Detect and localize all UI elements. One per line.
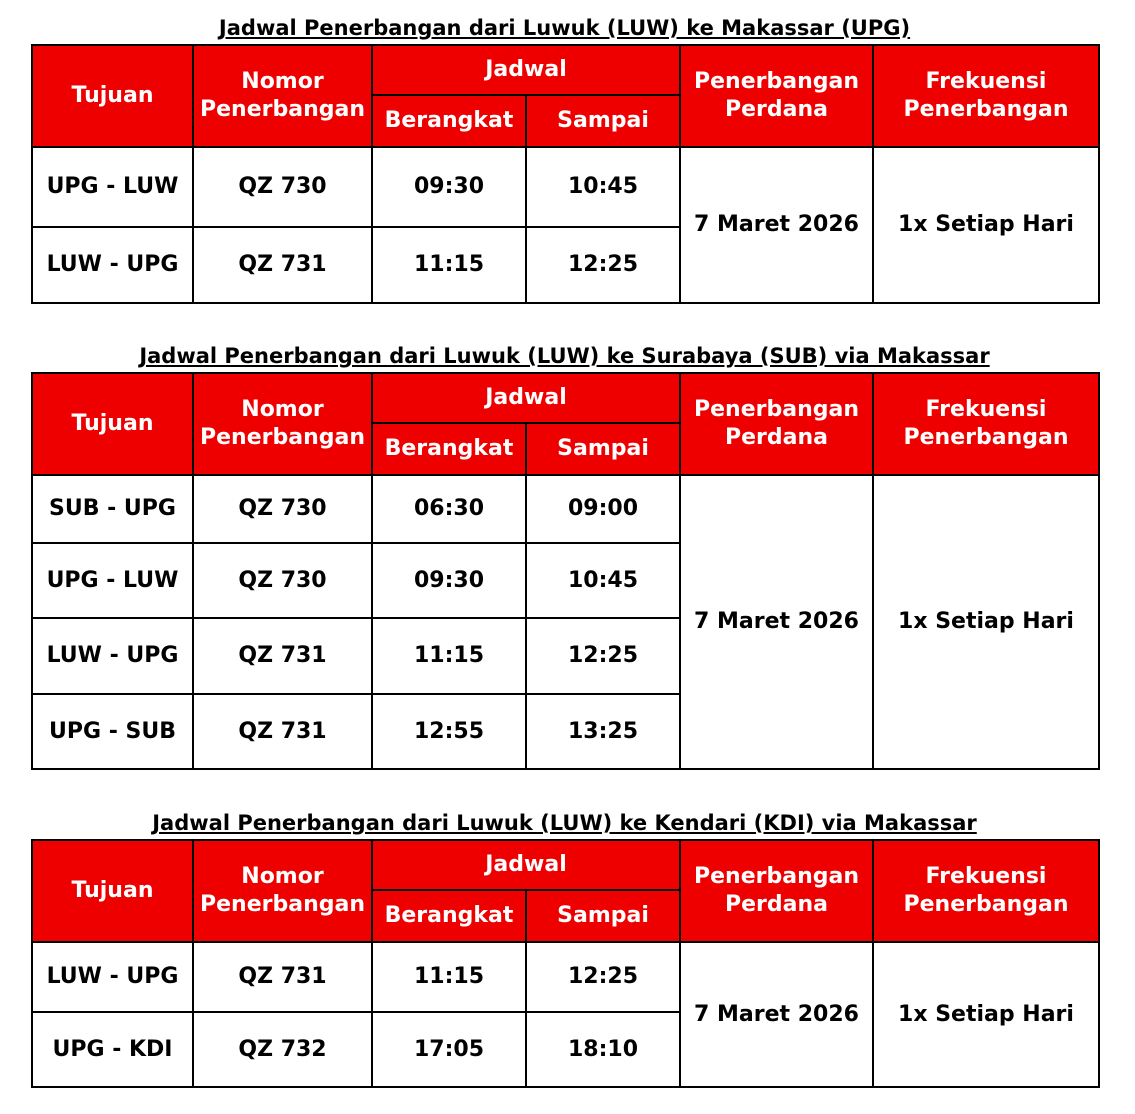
header-sampai: Sampai — [526, 890, 680, 942]
frequency-cell: 1x Setiap Hari — [873, 475, 1099, 769]
flight-number-cell: QZ 730 — [193, 475, 372, 543]
route-cell: UPG - SUB — [32, 694, 193, 769]
route-cell: LUW - UPG — [32, 942, 193, 1012]
flight-number-cell: QZ 731 — [193, 618, 372, 694]
schedule-section-luw-sub — [31, 342, 1098, 776]
header-frekuensi: Frekuensi Penerbangan — [873, 840, 1099, 942]
frequency-cell: 1x Setiap Hari — [873, 942, 1099, 1087]
flight-number-cell: QZ 732 — [193, 1012, 372, 1087]
header-nomor-penerbangan: Nomor Penerbangan — [193, 45, 372, 147]
flight-number-cell: QZ 731 — [193, 942, 372, 1012]
section-title: Jadwal Penerbangan dari Luwuk (LUW) ke Surabaya (SUB) via Makassar — [139, 344, 990, 368]
header-penerbangan-perdana: Penerbangan Perdana — [680, 45, 873, 147]
schedule-table — [31, 372, 1100, 770]
arrive-time-cell: 12:25 — [526, 942, 680, 1012]
route-cell: SUB - UPG — [32, 475, 193, 543]
header-jadwal: Jadwal — [372, 840, 680, 890]
header-berangkat: Berangkat — [372, 95, 526, 147]
schedule-table — [31, 44, 1100, 304]
flight-number-cell: QZ 731 — [193, 694, 372, 769]
schedule-table — [31, 839, 1100, 1088]
route-cell: LUW - UPG — [32, 618, 193, 694]
route-cell: LUW - UPG — [32, 227, 193, 303]
arrive-time-cell: 10:45 — [526, 543, 680, 618]
table-row — [32, 475, 1099, 543]
header-tujuan: Tujuan — [32, 45, 193, 147]
frequency-cell: 1x Setiap Hari — [873, 147, 1099, 303]
header-sampai: Sampai — [526, 95, 680, 147]
arrive-time-cell: 09:00 — [526, 475, 680, 543]
depart-time-cell: 06:30 — [372, 475, 526, 543]
depart-time-cell: 12:55 — [372, 694, 526, 769]
first-flight-cell: 7 Maret 2026 — [680, 475, 873, 769]
header-berangkat: Berangkat — [372, 890, 526, 942]
depart-time-cell: 09:30 — [372, 543, 526, 618]
header-tujuan: Tujuan — [32, 840, 193, 942]
header-frekuensi: Frekuensi Penerbangan — [873, 45, 1099, 147]
header-nomor-penerbangan: Nomor Penerbangan — [193, 373, 372, 475]
flight-number-cell: QZ 731 — [193, 227, 372, 303]
header-jadwal: Jadwal — [372, 45, 680, 95]
section-title: Jadwal Penerbangan dari Luwuk (LUW) ke Makassar (UPG) — [218, 16, 911, 40]
flight-number-cell: QZ 730 — [193, 147, 372, 227]
header-penerbangan-perdana: Penerbangan Perdana — [680, 373, 873, 475]
route-cell: UPG - KDI — [32, 1012, 193, 1087]
arrive-time-cell: 10:45 — [526, 147, 680, 227]
arrive-time-cell: 18:10 — [526, 1012, 680, 1087]
first-flight-cell: 7 Maret 2026 — [680, 147, 873, 303]
table-row — [32, 147, 1099, 227]
depart-time-cell: 17:05 — [372, 1012, 526, 1087]
depart-time-cell: 11:15 — [372, 942, 526, 1012]
header-berangkat: Berangkat — [372, 423, 526, 475]
depart-time-cell: 09:30 — [372, 147, 526, 227]
route-cell: UPG - LUW — [32, 147, 193, 227]
header-tujuan: Tujuan — [32, 373, 193, 475]
depart-time-cell: 11:15 — [372, 227, 526, 303]
header-jadwal: Jadwal — [372, 373, 680, 423]
section-title: Jadwal Penerbangan dari Luwuk (LUW) ke Kendari (KDI) via Makassar — [152, 811, 977, 835]
first-flight-cell: 7 Maret 2026 — [680, 942, 873, 1087]
schedule-section-luw-kdi — [31, 809, 1098, 1091]
arrive-time-cell: 12:25 — [526, 227, 680, 303]
arrive-time-cell: 13:25 — [526, 694, 680, 769]
header-sampai: Sampai — [526, 423, 680, 475]
schedule-section-luw-upg — [31, 14, 1098, 308]
header-nomor-penerbangan: Nomor Penerbangan — [193, 840, 372, 942]
header-penerbangan-perdana: Penerbangan Perdana — [680, 840, 873, 942]
table-row — [32, 942, 1099, 1012]
arrive-time-cell: 12:25 — [526, 618, 680, 694]
header-frekuensi: Frekuensi Penerbangan — [873, 373, 1099, 475]
depart-time-cell: 11:15 — [372, 618, 526, 694]
route-cell: UPG - LUW — [32, 543, 193, 618]
flight-number-cell: QZ 730 — [193, 543, 372, 618]
